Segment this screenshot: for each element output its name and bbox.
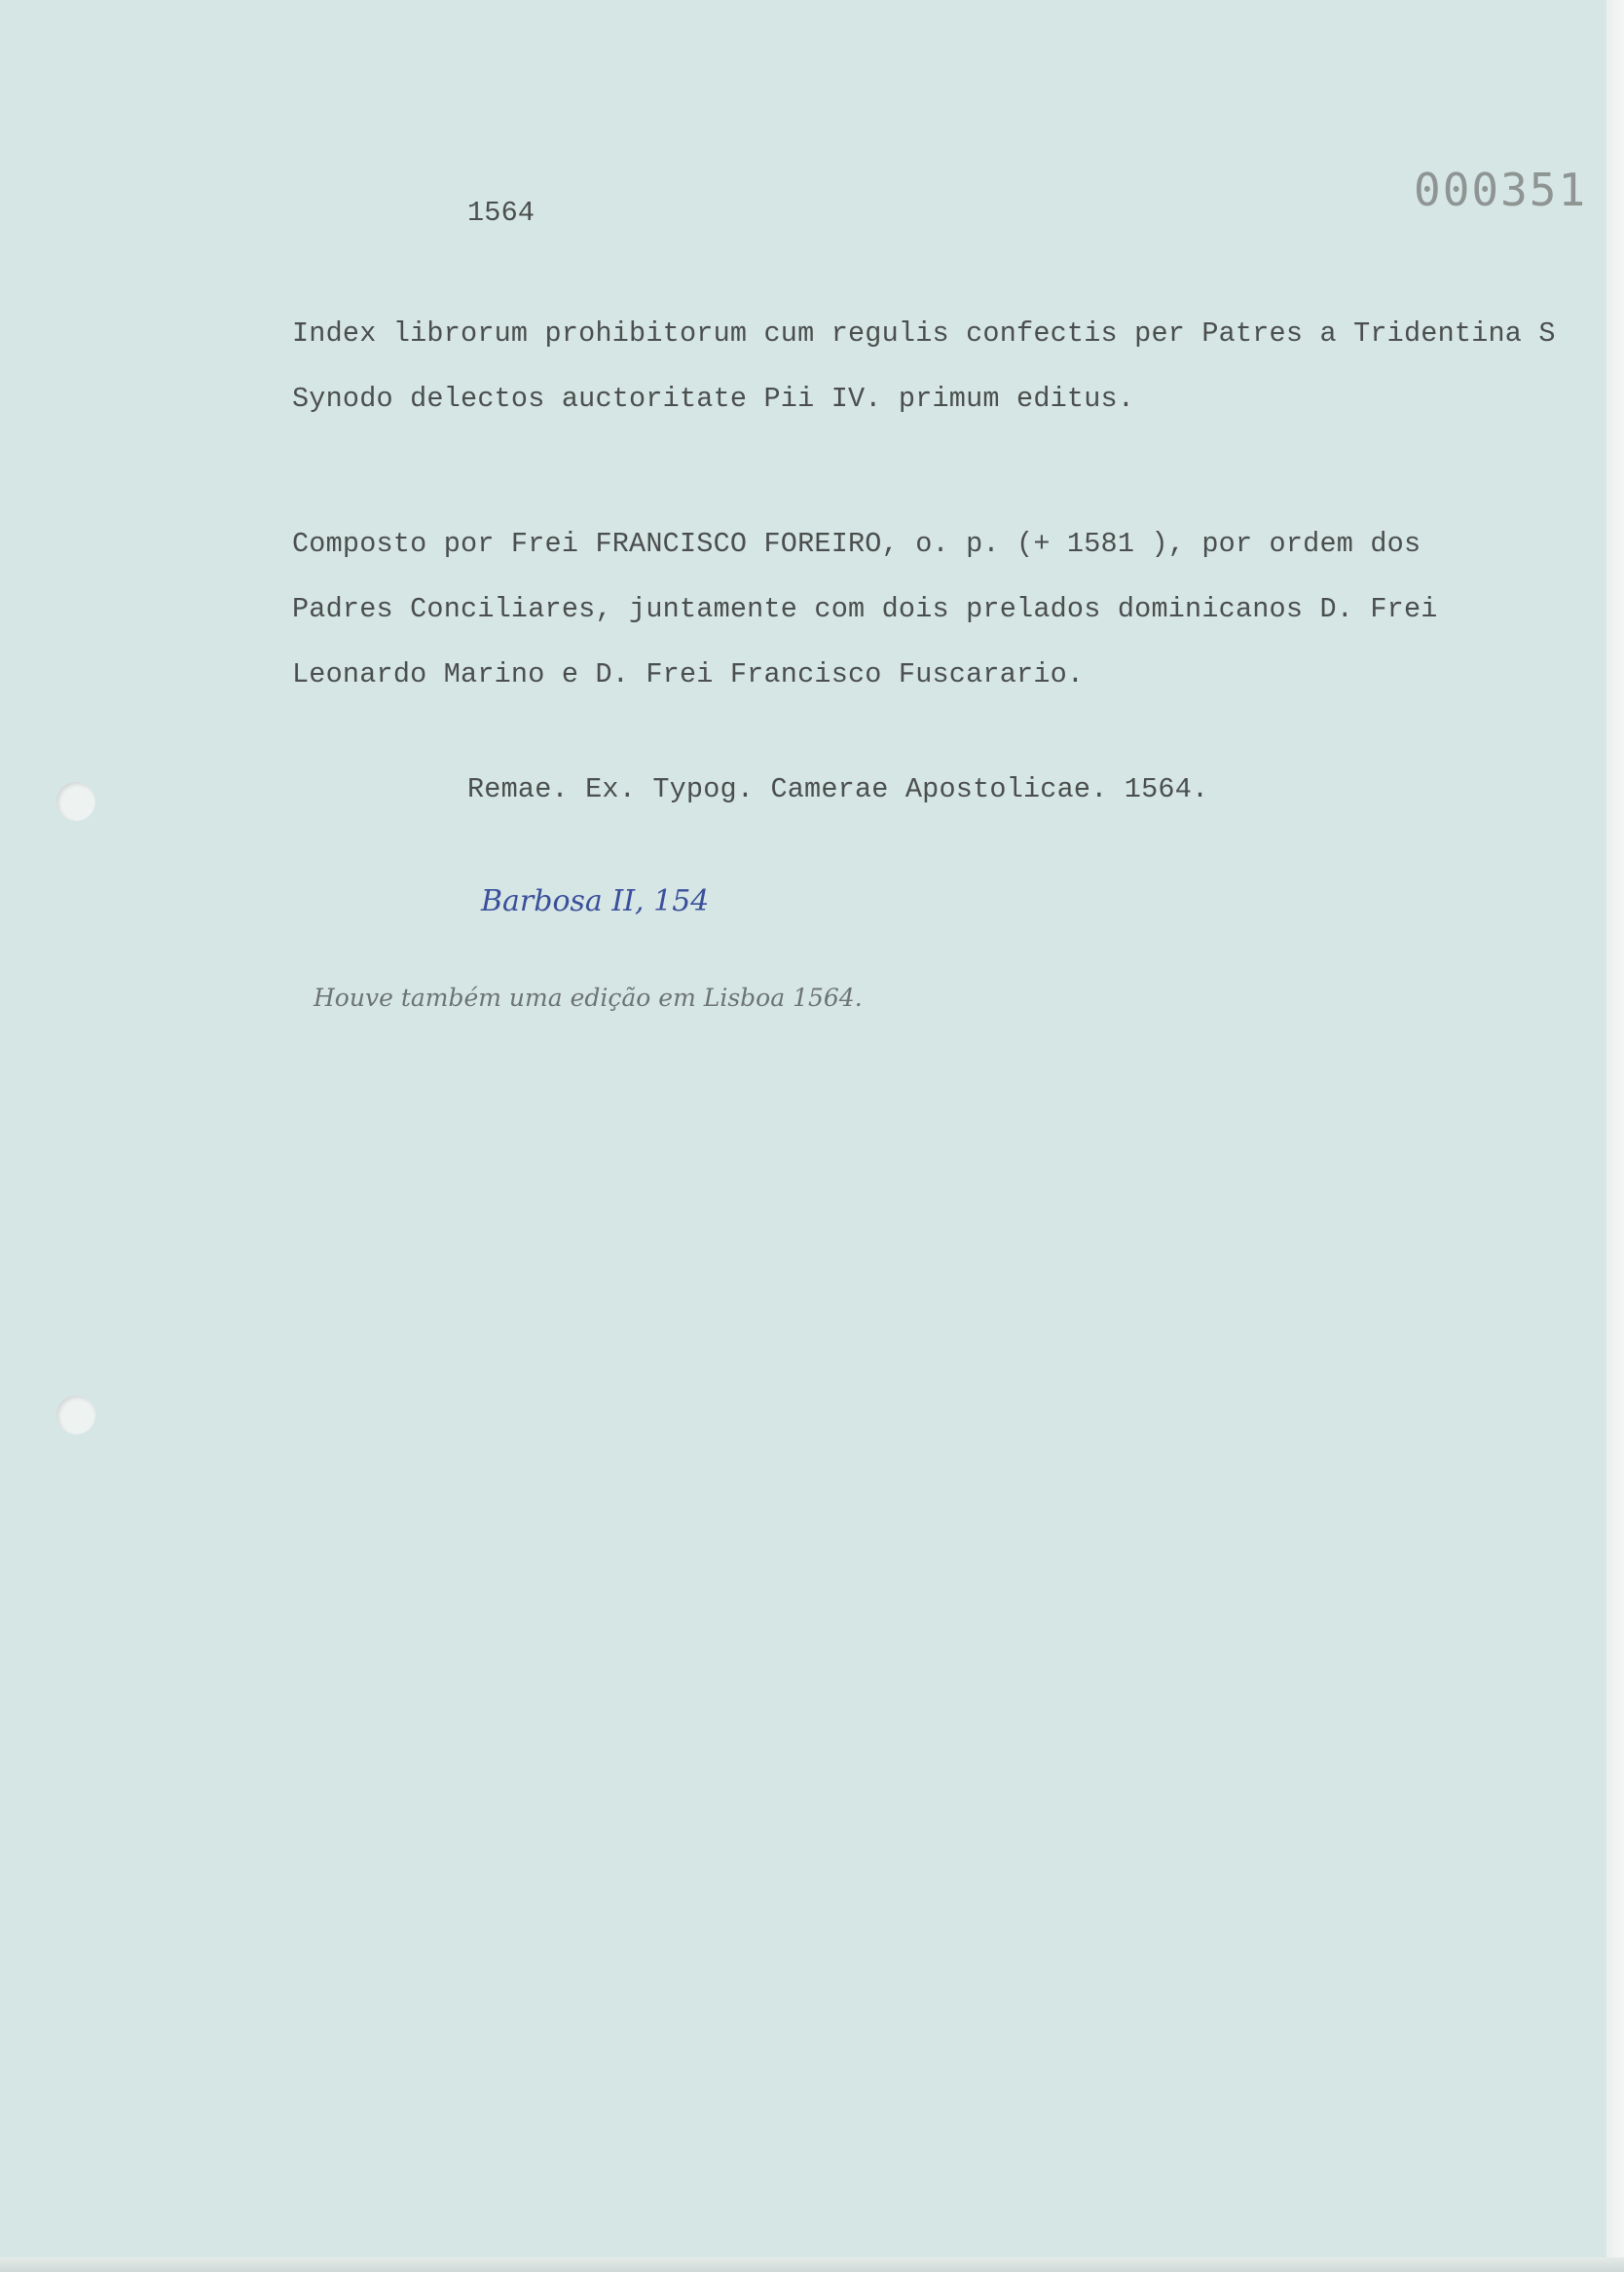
punch-hole-bottom: [56, 1396, 95, 1434]
handwritten-note: Houve também uma edição em Lisboa 1564.: [314, 984, 863, 1012]
handwritten-reference: Barbosa II, 154: [481, 884, 710, 918]
page-bottom-edge: [0, 2257, 1624, 2272]
title-line-2: Synodo delectos auctoritate Pii IV. primum editus.: [292, 383, 1135, 415]
imprint-line: Remae. Ex. Typog. Camerae Apostolicae. 1564.: [467, 773, 1209, 805]
page-right-edge: [1606, 0, 1624, 2272]
author-line-2: Padres Conciliares, juntamente com dois prelados dominicanos D. Frei: [292, 593, 1438, 625]
author-line-1: Composto por Frei FRANCISCO FOREIRO, o. p. (+ 1581 ), por ordem dos: [292, 528, 1421, 560]
author-line-3: Leonardo Marino e D. Frei Francisco Fuscarario.: [292, 658, 1085, 690]
year-heading: 1564: [467, 197, 535, 229]
title-line-1: Index librorum prohibitorum cum regulis confectis per Patres a Tridentina S: [292, 317, 1556, 350]
archive-stamp-number: 000351: [1414, 164, 1588, 216]
punch-hole-top: [56, 782, 95, 821]
